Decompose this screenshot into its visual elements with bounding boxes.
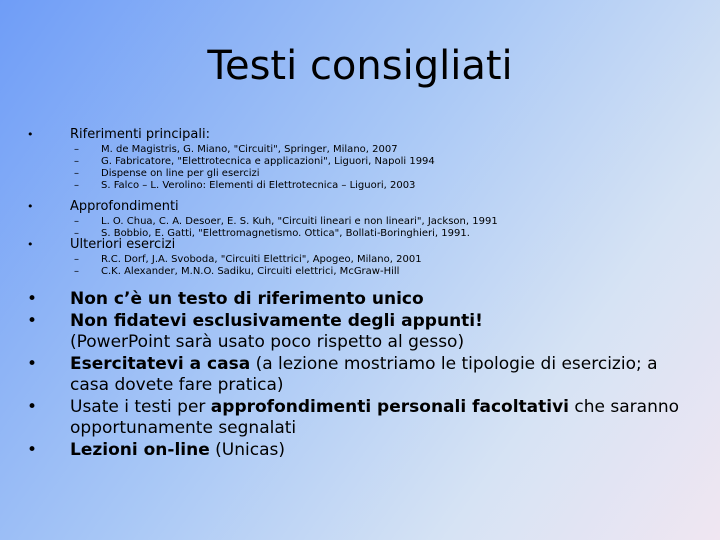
bullet: • <box>27 200 34 213</box>
bullet: • <box>27 396 38 417</box>
note-text-bold: Esercitatevi a casa <box>70 353 251 374</box>
note-text: (a lezione mostriamo le tipologie di esercizio; a casa dovete fare pratica) <box>70 353 658 395</box>
note-item <box>27 311 697 354</box>
bullet: • <box>27 128 34 141</box>
list-item <box>74 216 697 228</box>
list-item <box>74 180 697 192</box>
list-item <box>74 156 697 168</box>
dash: – <box>74 216 79 227</box>
note-text: (Unicas) <box>209 439 285 460</box>
note-text-bold: Lezioni on-line <box>70 439 210 460</box>
dash: – <box>74 168 79 179</box>
item-text: C.K. Alexander, M.N.O. Sadiku, Circuiti elettrici, McGraw-Hill <box>101 266 400 277</box>
list-item <box>74 144 697 156</box>
note-text: che saranno opportunamente segnalati <box>70 396 680 438</box>
bullet: • <box>27 439 38 460</box>
section-extra-exercises <box>27 236 697 276</box>
item-text: R.C. Dorf, J.A. Svoboda, "Circuiti Elettrici", Apogeo, Milano, 2001 <box>101 254 422 265</box>
bullet: • <box>27 310 38 331</box>
section-heading: Riferimenti principali: <box>70 127 210 142</box>
dash: – <box>74 180 79 191</box>
dash: – <box>74 144 79 155</box>
note-item <box>27 354 697 397</box>
note-text: (PowerPoint sarà usato poco rispetto al gesso) <box>70 332 465 352</box>
list-item <box>74 266 697 278</box>
item-text: Dispense on line per gli esercizi <box>101 168 260 179</box>
note-text: Usate i testi per <box>70 396 211 417</box>
section-heading: Ulteriori esercizi <box>70 237 176 252</box>
section-further-reading <box>27 198 697 239</box>
list-item <box>74 168 697 180</box>
list-item <box>74 254 697 266</box>
item-text: S. Bobbio, E. Gatti, "Elettromagnetismo. Ottica", Bollati-Boringhieri, 1991. <box>101 228 470 239</box>
dash: – <box>74 254 79 265</box>
note-item <box>27 397 697 440</box>
dash: – <box>74 266 79 277</box>
note-item <box>27 289 697 311</box>
section-main-references <box>27 126 697 198</box>
item-text: G. Fabricatore, "Elettrotecnica e applicazioni", Liguori, Napoli 1994 <box>101 156 435 167</box>
bullet: • <box>27 238 34 251</box>
sub-list <box>74 254 697 278</box>
item-text: L. O. Chua, C. A. Desoer, E. S. Kuh, "Circuiti lineari e non lineari", Jackson, 1991 <box>101 216 498 227</box>
references-list <box>27 126 697 276</box>
dash: – <box>74 228 79 239</box>
sub-list <box>74 144 697 192</box>
notes-list <box>27 289 697 461</box>
bullet: • <box>27 289 38 309</box>
item-text: M. de Magistris, G. Miano, "Circuiti", Springer, Milano, 2007 <box>101 144 398 155</box>
bullet: • <box>27 353 38 374</box>
item-text: S. Falco – L. Verolino: Elementi di Elettrotecnica – Liguori, 2003 <box>101 180 416 191</box>
section-heading: Approfondimenti <box>70 199 179 214</box>
note-text-bold: Non fidatevi esclusivamente degli appunti! <box>70 310 483 331</box>
note-text: Non c’è un testo di riferimento unico <box>70 289 424 309</box>
note-text-bold: approfondimenti personali facoltativi <box>210 396 570 417</box>
note-item <box>27 440 697 462</box>
slide-title: Testi consigliati <box>207 43 513 89</box>
dash: – <box>74 156 79 167</box>
